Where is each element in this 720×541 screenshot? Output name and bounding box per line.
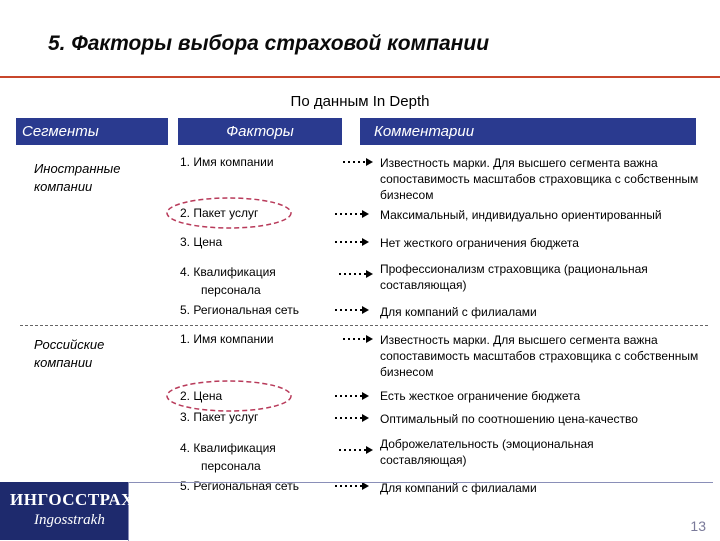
russian-factor-1: 1. Имя компании — [180, 332, 274, 346]
page-number: 13 — [690, 518, 706, 534]
russian-factor-5: 5. Региональная сеть — [180, 479, 299, 493]
foreign-comment-1: Известность марки. Для высшего сегмента важна сопоставимость масштабов страховщика с собственным бизнесом — [380, 156, 699, 202]
foreign-comment-4: Профессионализм страховщика (рациональная составляющая) — [380, 262, 648, 292]
title-divider-rule — [0, 76, 720, 78]
highlight-ellipse — [164, 379, 294, 413]
header-comments: Комментарии — [360, 118, 696, 145]
dotted-arrow — [334, 306, 370, 314]
segment-russian: Российские компании — [34, 337, 105, 370]
russian-factor-4-cont: персонала — [201, 459, 261, 473]
source-caption: По данным In Depth — [290, 93, 430, 110]
foreign-comment-3: Нет жесткого ограничения бюджета — [380, 236, 579, 250]
footer-frame — [128, 482, 713, 541]
segment-foreign: Иностранные компании — [34, 161, 121, 194]
russian-comment-1: Известность марки. Для высшего сегмента важна сопоставимость масштабов страховщика с собственным бизнесом — [380, 333, 699, 379]
logo-wordmark: ИНГОССТРАХ — [10, 490, 134, 509]
russian-factor-3: 3. Пакет услуг — [180, 410, 259, 424]
header-factors: Факторы — [178, 118, 342, 145]
dotted-arrow — [338, 446, 374, 454]
dotted-arrow — [334, 392, 370, 400]
foreign-factor-1: 1. Имя компании — [180, 155, 274, 169]
foreign-factor-4: 4. Квалификация — [180, 265, 276, 279]
highlight-ellipse — [164, 196, 294, 230]
foreign-factor-5: 5. Региональная сеть — [180, 303, 299, 317]
russian-comment-4: Доброжелательность (эмоциональная составляющая) — [380, 437, 594, 467]
dotted-arrow — [334, 210, 370, 218]
foreign-comment-2: Максимальный, индивидуально ориентированный — [380, 208, 662, 222]
russian-comment-5: Для компаний с филиалами — [380, 481, 537, 495]
foreign-comment-5: Для компаний с филиалами — [380, 305, 537, 319]
russian-comment-2: Есть жесткое ограничение бюджета — [380, 389, 581, 403]
dotted-arrow — [342, 335, 374, 343]
dotted-arrow — [334, 414, 370, 422]
slide-title: 5. Факторы выбора страховой компании — [48, 32, 490, 55]
header-segments: Сегменты — [16, 118, 168, 145]
foreign-factor-3: 3. Цена — [180, 235, 223, 249]
dotted-arrow — [342, 158, 374, 166]
dotted-arrow — [334, 238, 370, 246]
foreign-factor-4-cont: персонала — [201, 283, 261, 297]
segment-divider — [20, 325, 708, 326]
logo-script: Ingosstrakh — [34, 512, 105, 528]
foreign-factor-2: 2. Пакет услуг — [180, 206, 259, 220]
dotted-arrow — [338, 270, 374, 278]
russian-comment-3: Оптимальный по соотношению цена-качество — [380, 412, 638, 426]
ingosstrakh-logo — [0, 482, 134, 540]
russian-factor-4: 4. Квалификация — [180, 441, 276, 455]
russian-factor-2: 2. Цена — [180, 389, 223, 403]
